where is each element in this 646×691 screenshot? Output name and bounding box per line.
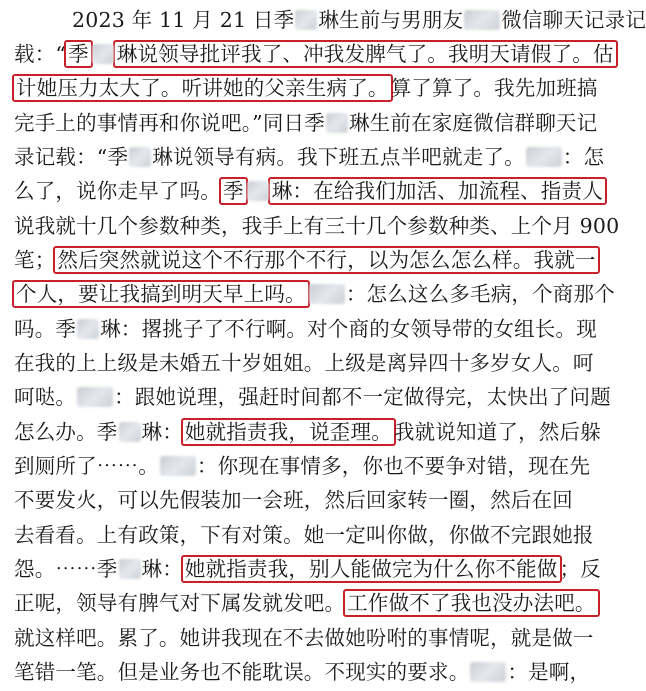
redacted-name [77, 387, 113, 407]
text-line [14, 141, 604, 174]
text-segment: 怎么办。季 [14, 420, 118, 444]
redacted-name [464, 10, 500, 30]
text-line [14, 519, 594, 552]
text-segment: 到厕所了⋯⋯。 [14, 454, 159, 478]
text-segment: 就这样吧。累了。她讲我现在不去做她吩咐的事情呢，就是做一 [14, 626, 594, 650]
highlighted-text: 个人，要让我搞到明天早上吗。 [12, 280, 310, 308]
text-segment: 琳：撂挑子了不行啊。对个商的女领导带的女组长。现 [100, 317, 597, 341]
redacted-name [295, 10, 317, 30]
highlighted-text: 琳说领导批评我了、冲我发脾气了。我明天请假了。估 [113, 40, 618, 68]
highlighted-text: 季 [219, 177, 248, 205]
text-line [14, 278, 615, 311]
text-segment: ：怎 [562, 145, 605, 169]
text-line [72, 4, 646, 37]
text-line [14, 656, 590, 689]
redacted-name [247, 181, 269, 201]
text-segment: 说我就十几个参数种类，我手上有三十几个参数种类、上个月 900 [14, 214, 620, 238]
redacted-name [526, 147, 562, 167]
text-line [14, 244, 598, 277]
text-line [14, 587, 598, 620]
text-segment: 琳： [141, 557, 183, 581]
text-segment: 么了，说你走早了吗。 [14, 179, 221, 203]
text-segment: ：你现在事情多，你也不要争对错，现在先 [196, 454, 591, 478]
highlighted-text: 工作做不了我也没办法吧。 [343, 589, 599, 617]
highlighted-text: 她就指责我，说歪理。 [181, 418, 396, 446]
text-line [14, 622, 594, 655]
highlighted-text: 计她压力太大了。听讲她的父亲生病了。 [12, 74, 393, 102]
text-segment: 在我的上上级是未婚五十岁姐姐。上级是离异四十多岁女人。呵 [14, 351, 594, 375]
text-line [14, 484, 573, 517]
highlighted-text: 然后突然就说这个不行那个不行，以为怎么怎么样。我就一 [53, 246, 599, 274]
text-segment: 琳生前与男朋友 [318, 8, 464, 32]
text-segment: 算了算了。我先加班搞 [390, 76, 598, 100]
redacted-name [119, 422, 141, 442]
text-line [14, 313, 597, 346]
text-segment: 笔错一笔。但是业务也不能耽误。不现实的要求。 [14, 660, 470, 684]
text-line [14, 107, 597, 140]
text-segment: 怨。⋯⋯季 [14, 557, 118, 581]
text-line [14, 381, 611, 414]
text-line [14, 347, 594, 380]
text-segment: 去看看。上有政策，下有对策。她一定叫你做，你做不完跟她报 [14, 523, 594, 547]
text-segment: 完手上的事情再和你说吧。”同日季 [14, 111, 325, 135]
text-segment: 微信聊天记录记 [501, 8, 646, 32]
redacted-name [77, 319, 99, 339]
text-segment: 正呢，领导有脾气对下属发就发吧。 [14, 591, 346, 615]
text-segment: 2023 年 11 月 21 日季 [72, 8, 295, 32]
text-segment: 载：“ [14, 42, 67, 66]
redacted-name [470, 662, 506, 682]
text-segment: 琳说领导有病。我下班五点半吧就走了。 [152, 145, 525, 169]
text-line [14, 210, 619, 243]
redacted-name [326, 113, 348, 133]
text-segment: 笔； [14, 248, 56, 272]
text-line [14, 416, 601, 449]
text-line [14, 450, 590, 483]
redacted-name [119, 559, 141, 579]
text-segment: ：是啊， [507, 660, 591, 684]
text-segment: 录记载：“季 [14, 145, 129, 169]
text-segment: 我就说知道了，然后躲 [393, 420, 601, 444]
text-segment: ；反 [559, 557, 601, 581]
text-segment: ：怎么这么多毛病，个商那个 [345, 282, 615, 306]
highlighted-text: 季 [64, 40, 93, 68]
text-line [14, 175, 605, 208]
highlighted-text: 她就指责我，别人能做完为什么你不能做 [181, 555, 562, 583]
redacted-name [309, 284, 345, 304]
text-line [14, 72, 598, 105]
redacted-name [160, 456, 196, 476]
text-segment: 不要发火，可以先假装加一会班，然后回家转一圈，然后在回 [14, 488, 573, 512]
text-segment: 吗。季 [14, 317, 77, 341]
redacted-name [129, 147, 151, 167]
text-segment: ：跟她说理，强赶时间都不一定做得完，太快出了问题 [114, 385, 611, 409]
text-line [14, 38, 616, 71]
text-segment: 琳： [141, 420, 183, 444]
text-line [14, 553, 601, 586]
redacted-name [92, 44, 114, 64]
text-segment: 琳生前在家庭微信群聊天记 [348, 111, 598, 135]
highlighted-text: 琳：在给我们加活、加流程、指责人 [268, 177, 607, 205]
text-segment: 呵哒。 [14, 385, 77, 409]
